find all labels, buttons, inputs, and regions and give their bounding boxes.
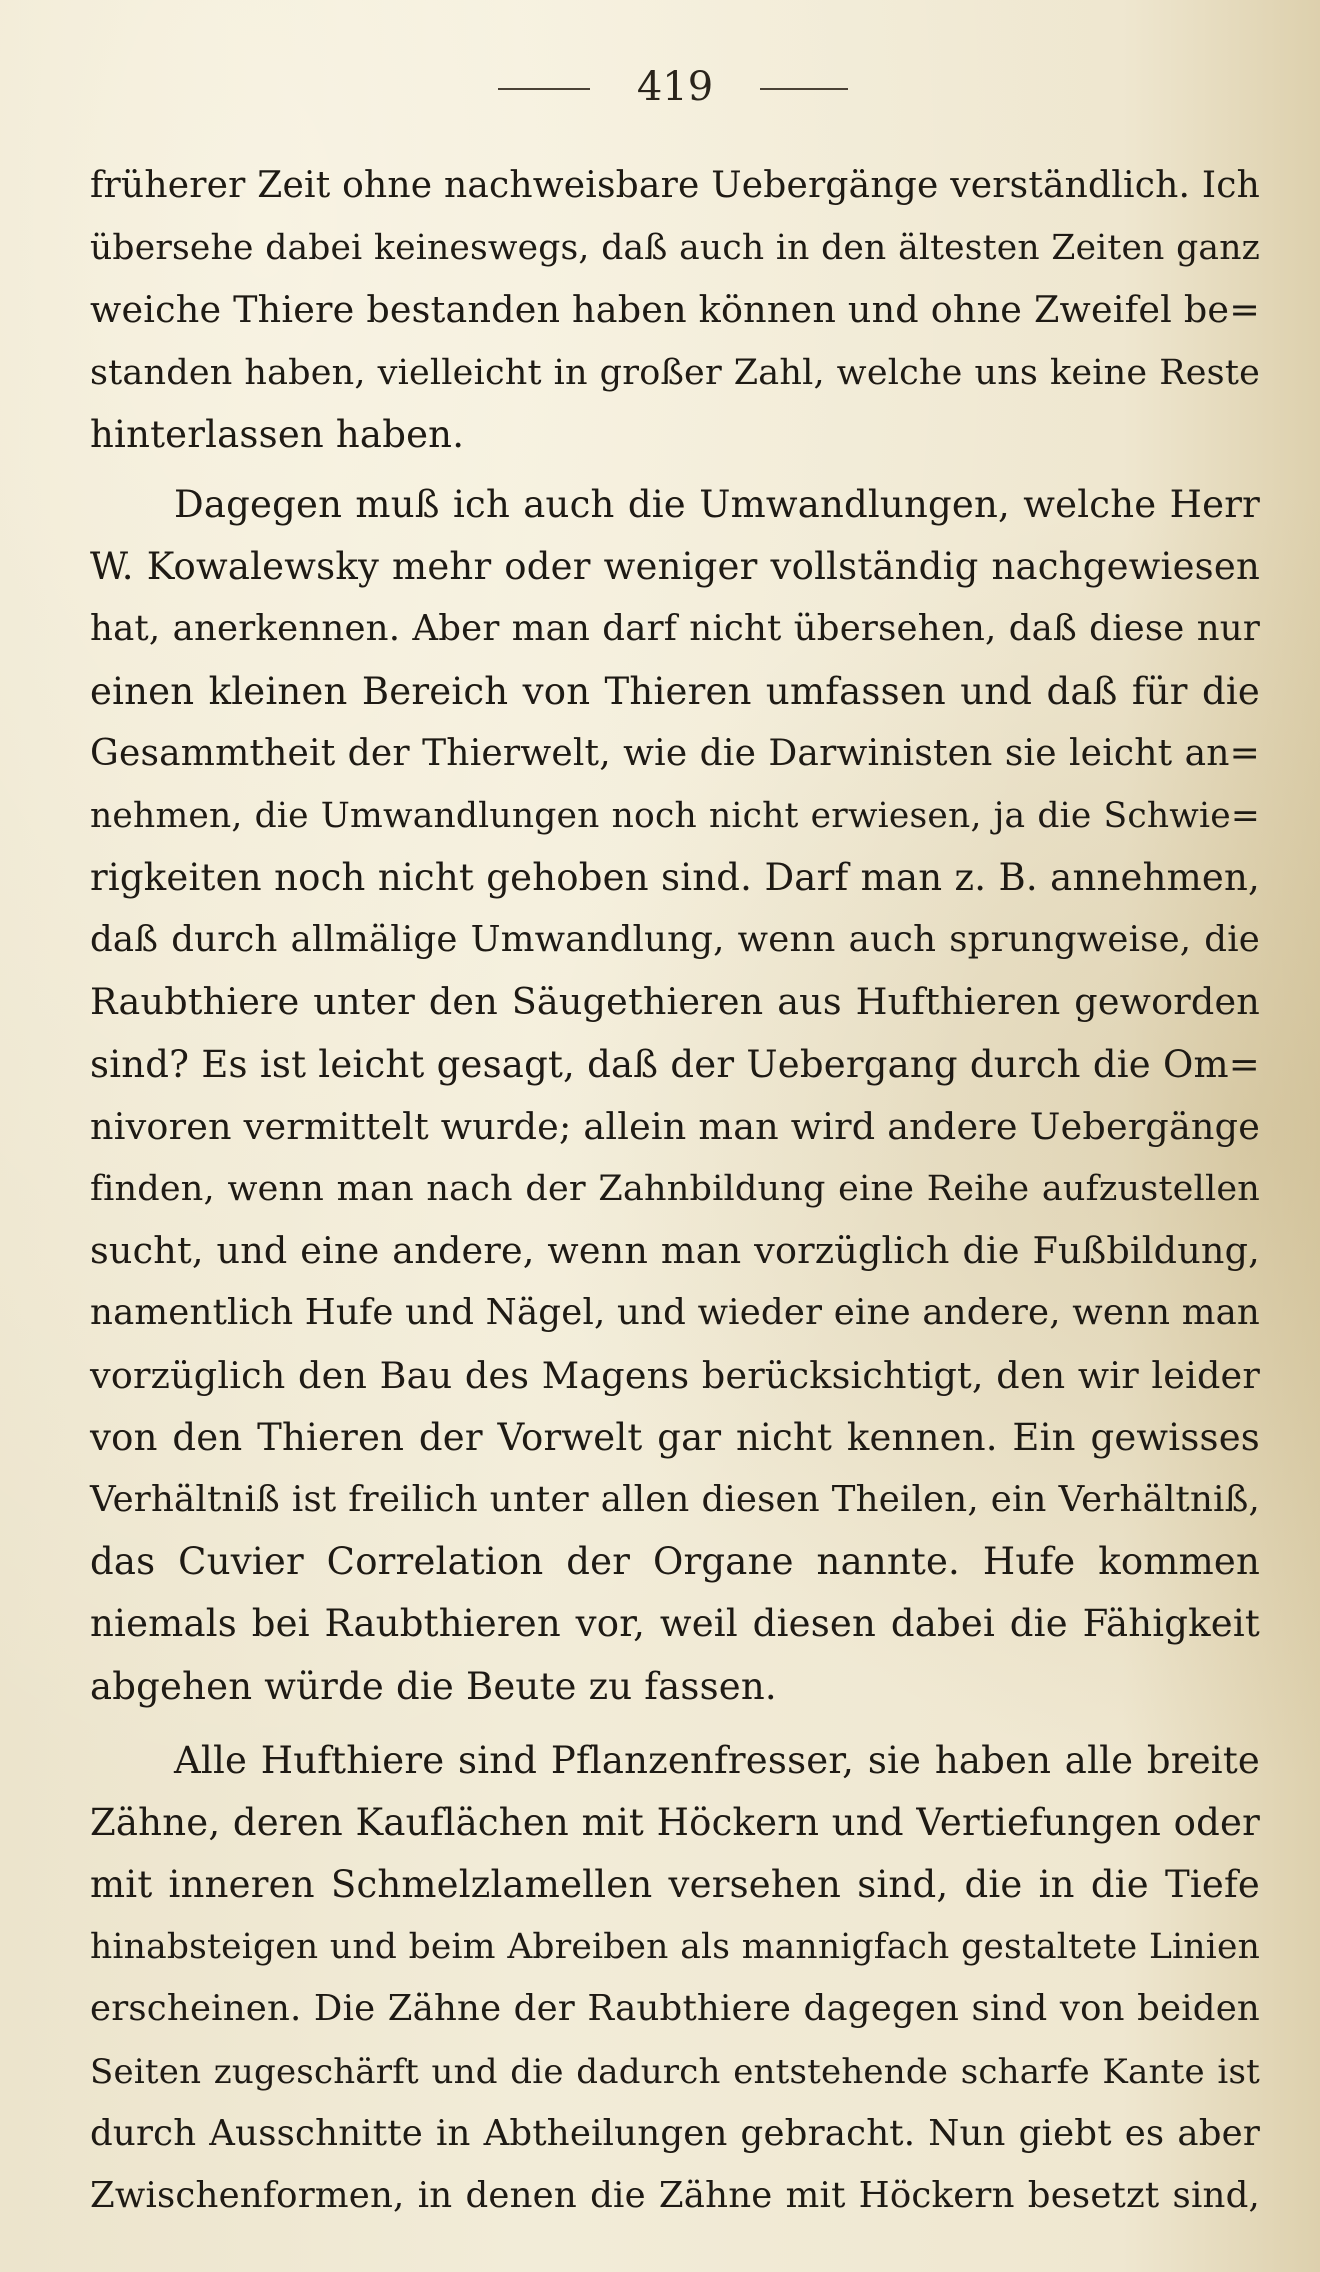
page-number: 419 <box>636 64 714 110</box>
paragraph-gap <box>90 1718 1260 1730</box>
text-line: Alle Hufthiere sind Pflanzenfresser, sie haben alle breite <box>174 1738 1260 1782</box>
text-line: erscheinen. Die Zähne der Raubthiere dagegen sind von beiden <box>90 1988 1260 2030</box>
text-line: sucht, und eine andere, wenn man vorzüglich die Fußbildung, <box>90 1229 1260 1273</box>
text-line: Verhältniß ist freilich unter allen diesen Theilen, ein Verhältniß, <box>90 1478 1260 1520</box>
paragraph-1 <box>90 155 1260 466</box>
text-line: rigkeiten noch nicht gehoben sind. Darf man z. B. annehmen, <box>90 856 1260 900</box>
text-line: sind? Es ist leicht gesagt, daß der Uebergang durch die Om= <box>90 1042 1260 1086</box>
text-line: W. Kowalewsky mehr oder weniger vollständig nachgewiesen <box>90 545 1260 589</box>
text-line: Zwischenformen, in denen die Zähne mit Höckern besetzt sind, <box>90 2175 1260 2216</box>
text-line: namentlich Hufe und Nägel, und wieder eine andere, wenn man <box>90 1292 1260 1334</box>
text-line: einen kleinen Bereich von Thieren umfassen und daß für die <box>90 669 1260 713</box>
text-line: vorzüglich den Bau des Magens berücksichtigt, den wir leider <box>90 1353 1260 1397</box>
text-line: abgehen würde die Beute zu fassen. <box>90 1664 777 1708</box>
text-line: Gesammtheit der Thierwelt, wie die Darwinisten sie leicht an= <box>90 732 1260 774</box>
paragraph-3 <box>90 1730 1260 2228</box>
text-line: Dagegen muß ich auch die Umwandlungen, welche Herr <box>174 482 1260 526</box>
text-line: weiche Thiere bestanden haben können und ohne Zweifel be= <box>90 288 1260 332</box>
text-line: nehmen, die Umwandlungen noch nicht erwiesen, ja die Schwie= <box>90 795 1260 836</box>
header-rule-left <box>498 88 590 90</box>
text-line: das Cuvier Correlation der Organe nannte. Hufe kommen <box>90 1540 1260 1584</box>
text-line: von den Thieren der Vorwelt gar nicht kennen. Ein gewisses <box>90 1415 1260 1459</box>
text-line: hinabsteigen und beim Abreiben als mannigfach gestaltete Linien <box>90 1927 1260 1968</box>
page-header <box>0 62 1320 112</box>
text-line: nivoren vermittelt wurde; allein man wird andere Uebergänge <box>90 1104 1260 1148</box>
body-text <box>90 155 1260 2227</box>
text-line: Raubthiere unter den Säugethieren aus Hufthieren geworden <box>90 980 1260 1024</box>
text-line: hat, anerkennen. Aber man darf nicht übersehen, daß diese nur <box>90 608 1260 650</box>
header-rule-right <box>760 88 848 90</box>
text-line: niemals bei Raubthieren vor, weil diesen dabei die Fähigkeit <box>90 1602 1260 1646</box>
text-line: daß durch allmälige Umwandlung, wenn auch sprungweise, die <box>90 919 1260 961</box>
text-line: Zähne, deren Kauflächen mit Höckern und Vertiefungen oder <box>90 1800 1260 1844</box>
text-line: standen haben, vielleicht in großer Zahl, welche uns keine Reste <box>90 352 1260 393</box>
text-line: finden, wenn man nach der Zahnbildung eine Reihe aufzustellen <box>90 1169 1260 1209</box>
text-line: Seiten zugeschärft und die dadurch entstehende scharfe Kante ist <box>90 2051 1260 2092</box>
text-line: mit inneren Schmelzlamellen versehen sind, die in die Tiefe <box>90 1863 1260 1907</box>
text-line: früherer Zeit ohne nachweisbare Uebergänge verständlich. Ich <box>90 165 1260 206</box>
text-line: übersehe dabei keineswegs, daß auch in den ältesten Zeiten ganz <box>90 228 1260 269</box>
text-line: durch Ausschnitte in Abtheilungen gebracht. Nun giebt es aber <box>90 2112 1260 2154</box>
paragraph-gap <box>90 466 1260 474</box>
text-line: hinterlassen haben. <box>90 412 465 456</box>
paragraph-2 <box>90 474 1260 1718</box>
